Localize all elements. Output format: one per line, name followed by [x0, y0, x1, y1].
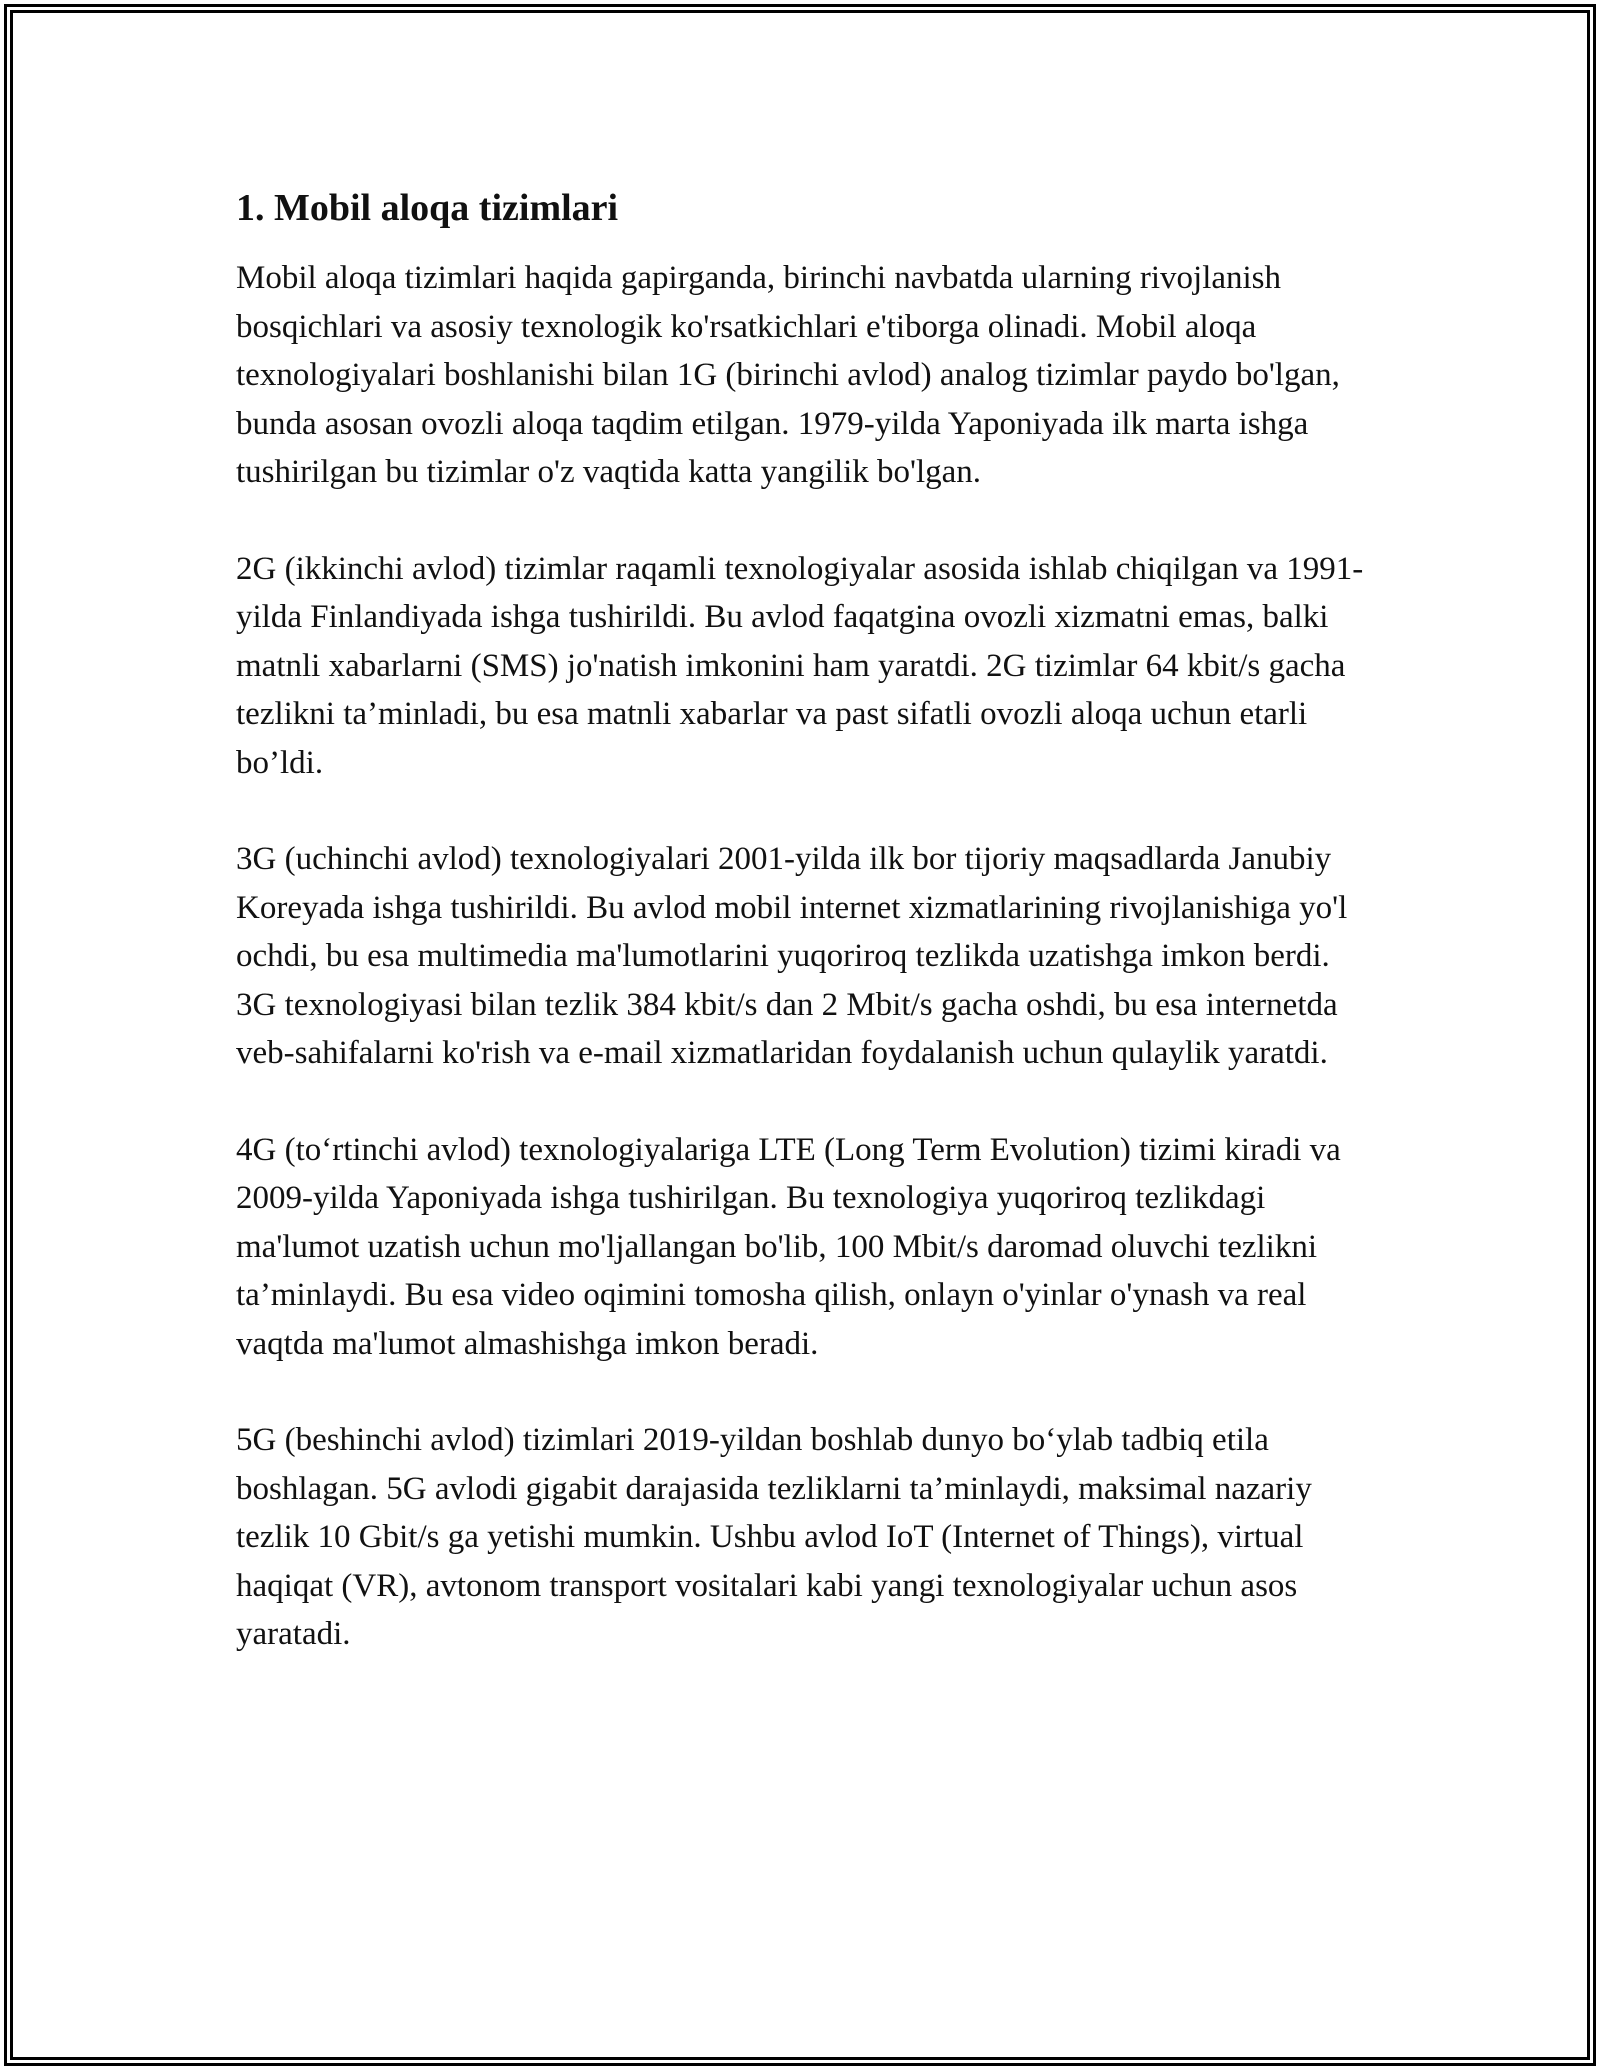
paragraph-2g: 2G (ikkinchi avlod) tizimlar raqamli texnologiyalar asosida ishlab chiqilgan va 1991-yilda Finlandiyada ishga tushirildi. Bu avlod faqatgina ovozli xizmatni emas, balki matnli xabarlarni (SMS) jo'natish imkonini ham yaratdi. 2G tizimlar 64 kbit/s gacha tezlikni ta’minladi, bu esa matnli xabarlar va past sifatli ovozli aloqa uchun etarli bo’ldi.: [236, 550, 1364, 781]
paragraph-1g: Mobil aloqa tizimlari haqida gapirganda, birinchi navbatda ularning rivojlanish bosqichlari va asosiy texnologik ko'rsatkichlari e'tiborga olinadi. Mobil aloqa texnologiyalari boshlanishi bilan 1G (birinchi avlod) analog tizimlar paydo bo'lgan, bunda asosan ovozli aloqa taqdim etilgan. 1979-yilda Yaponiyada ilk marta ishga tushirilgan bu tizimlar o'z vaqtida katta yangilik bo'lgan.: [236, 260, 1340, 490]
document-body: [236, 184, 1376, 1659]
paragraph-5g: 5G (beshinchi avlod) tizimlari 2019-yildan boshlab dunyo bo‘ylab tadbiq etila boshlagan. 5G avlodi gigabit darajasida tezliklarni ta’minlaydi, maksimal nazariy tezlik 10 Gbit/s ga yetishi mumkin. Ushbu avlod IoT (Internet of Things), virtual haqiqat (VR), avtonom transport vositalari kabi yangi texnologiyalar uchun asos yaratadi.: [236, 1422, 1312, 1652]
paragraph-4g: 4G (to‘rtinchi avlod) texnologiyalariga LTE (Long Term Evolution) tizimi kiradi va 2009-yilda Yaponiyada ishga tushirilgan. Bu texnologiya yuqoriroq tezlikdagi ma'lumot uzatish uchun mo'ljallangan bo'lib, 100 Mbit/s daromad oluvchi tezlikni ta’minlaydi. Bu esa video oqimini tomosha qilish, onlayn o'yinlar o'ynash va real vaqtda ma'lumot almashishga imkon beradi.: [236, 1131, 1341, 1362]
section-heading: 1. Mobil aloqa tizimlari: [236, 187, 619, 229]
paragraph-3g: 3G (uchinchi avlod) texnologiyalari 2001-yilda ilk bor tijoriy maqsadlarda Janubiy Koreyada ishga tushirildi. Bu avlod mobil internet xizmatlarining rivojlanishiga yo'l ochdi, bu esa multimedia ma'lumotlarini yuqoriroq tezlikda uzatishga imkon berdi. 3G texnologiyasi bilan tezlik 384 kbit/s dan 2 Mbit/s gacha oshdi, bu esa internetda veb-sahifalarni ko'rish va e-mail xizmatlaridan foydalanish uchun qulaylik yaratdi.: [236, 841, 1348, 1071]
